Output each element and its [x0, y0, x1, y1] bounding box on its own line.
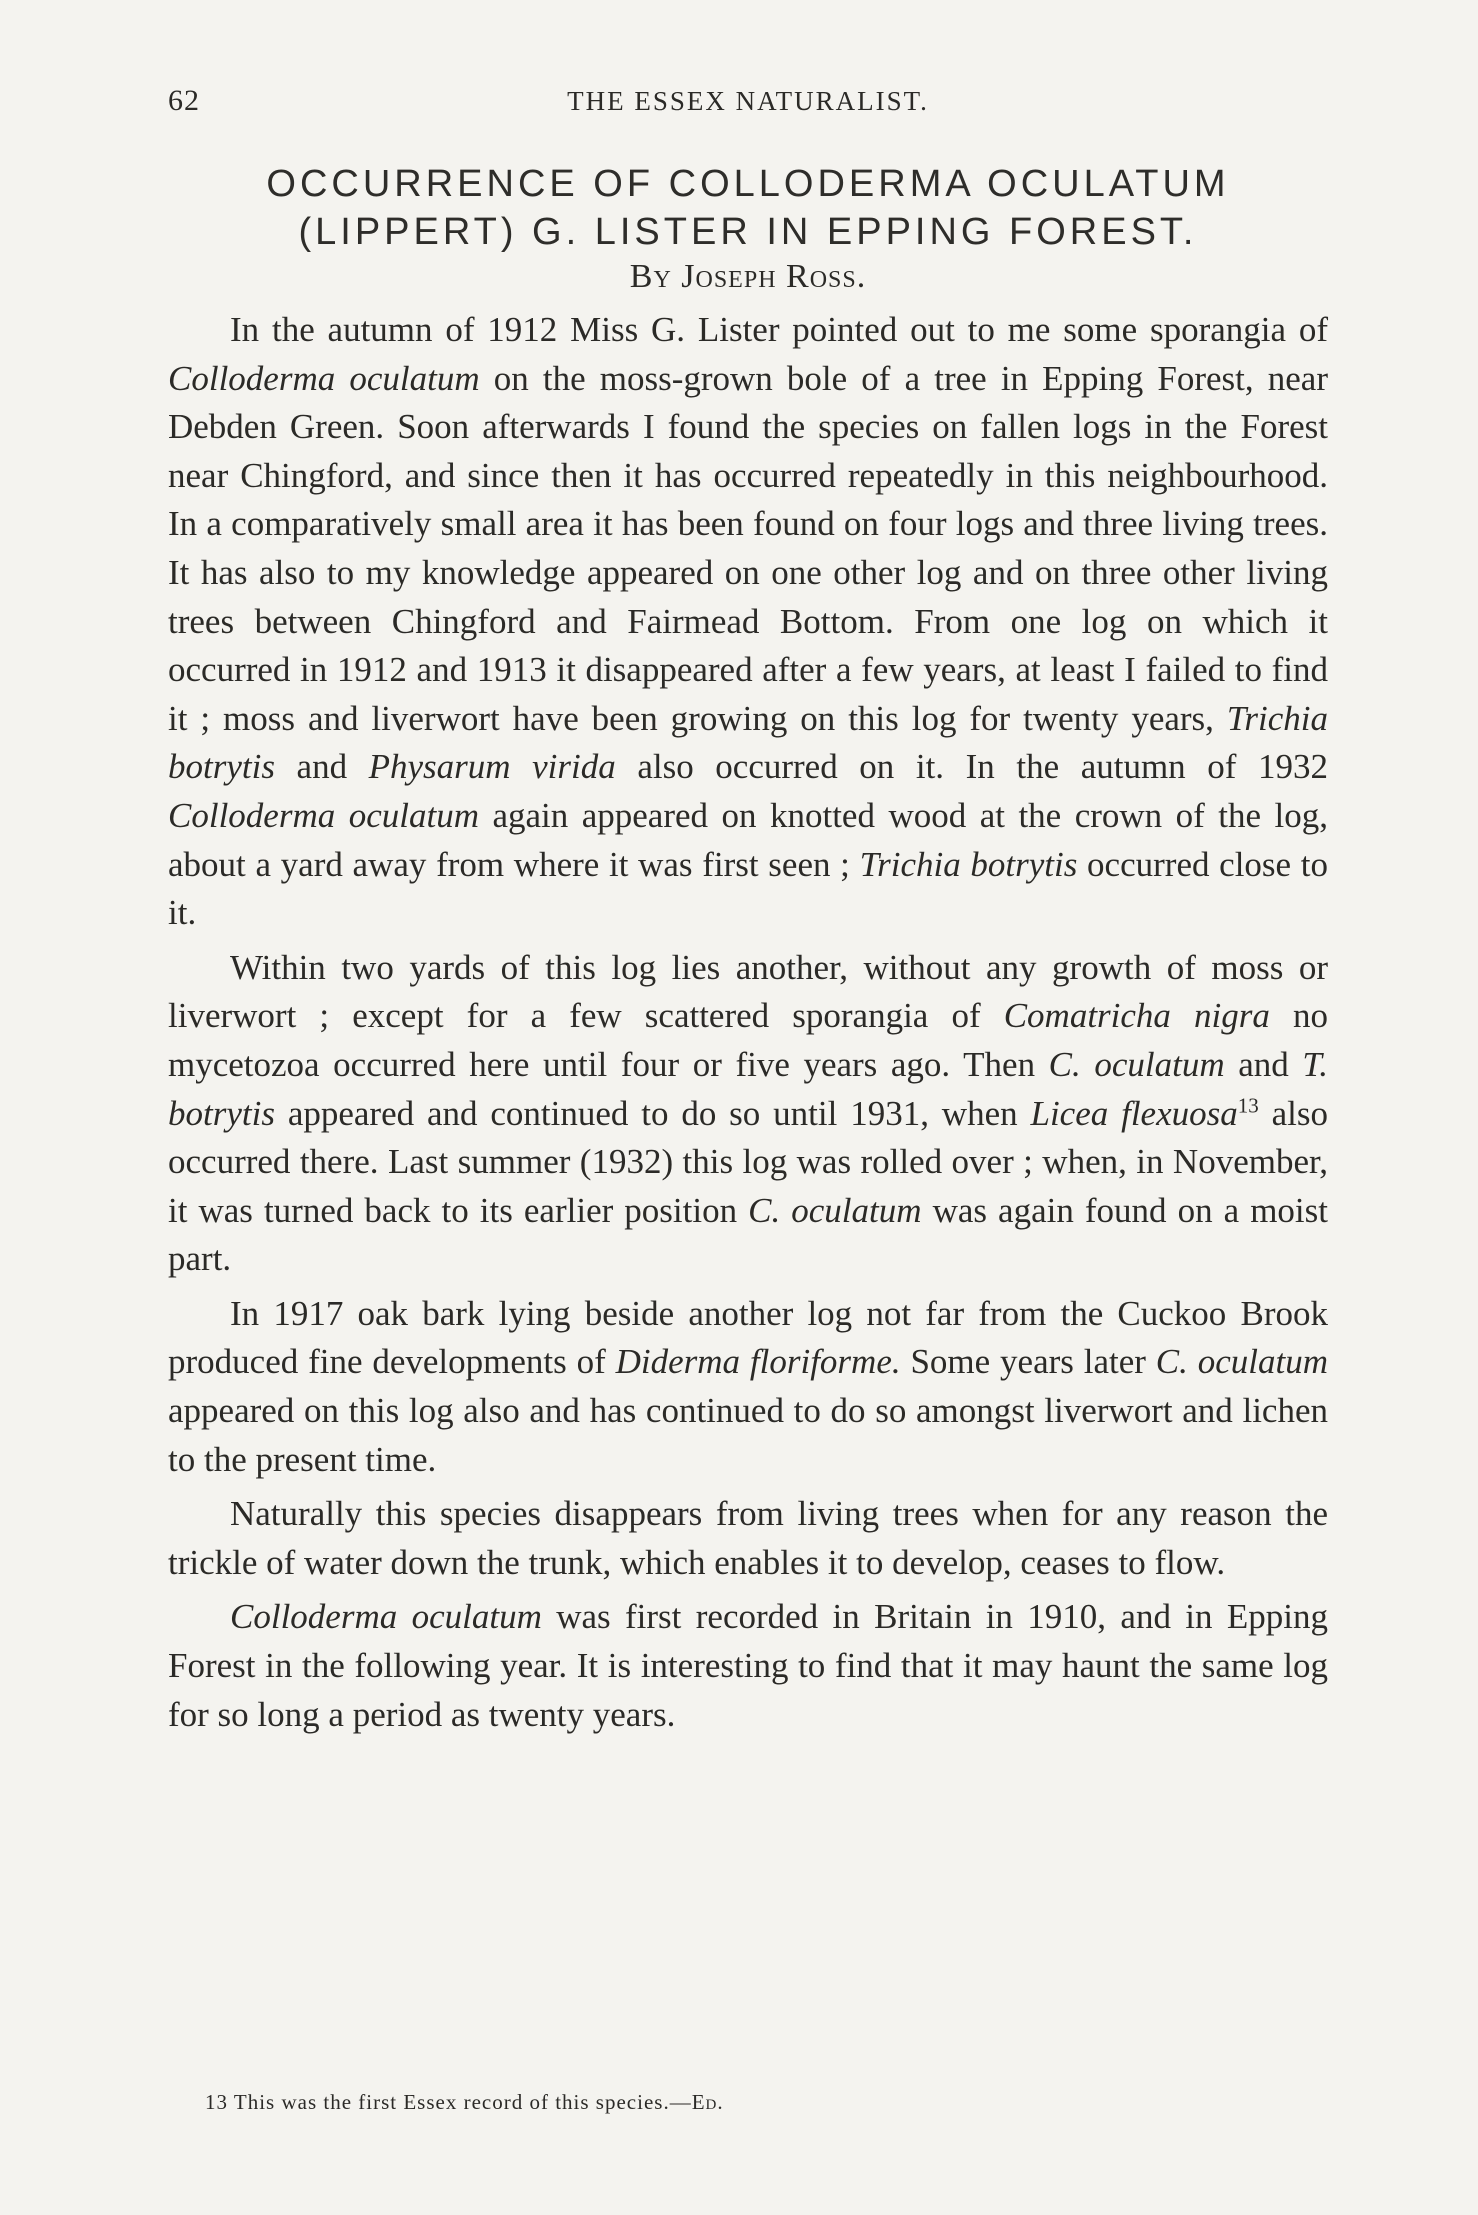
paragraph-5: [168, 1593, 1328, 1739]
text-run: appeared on this log also and has continued to do so amongst liverwort and lichen to the present time.: [168, 1391, 1328, 1479]
text-run: again appeared on knotted wood at the crown of the log, about a yard away from where it was first seen ;: [168, 795, 1329, 884]
text-run: Some years later: [900, 1342, 1156, 1382]
author-byline: By Joseph Ross.: [629, 258, 867, 295]
species-name: Comatricha nigra: [1003, 996, 1270, 1036]
text-run: occurred close to it.: [168, 844, 1328, 933]
text-run: In 1917 oak bark lying beside another log not far from the Cuckoo Brook produced fine developments of: [168, 1293, 1328, 1382]
text-run: also occurred there. Last summer (1932) this log was rolled over ; when, in November, it was turned back to its earlier position: [168, 1093, 1328, 1230]
text-run: and: [274, 747, 369, 787]
species-name: T. botrytis: [168, 1044, 1328, 1133]
species-name: Colloderma oculatum: [168, 358, 480, 398]
species-name: C. oculatum: [1048, 1044, 1225, 1084]
footnote: [205, 2090, 1305, 2115]
text-run: and: [1224, 1044, 1303, 1084]
paragraph-2: [168, 944, 1328, 1284]
footnote-number: 13: [205, 2090, 228, 2114]
text-run: no mycetozoa occurred here until four or five years ago. Then: [168, 996, 1328, 1084]
page-number: 62: [168, 84, 200, 117]
article-title-line-1: OCCURRENCE OF COLLODERMA OCULATUM: [266, 163, 1230, 205]
species-name: Physarum virida: [368, 747, 616, 787]
species-name: Colloderma oculatum: [230, 1597, 542, 1637]
footnote-editor: Ed.: [691, 2090, 724, 2114]
species-name: Colloderma oculatum: [168, 795, 479, 835]
article-title-line-2: (LIPPERT) G. LISTER IN EPPING FOREST.: [298, 211, 1198, 253]
paragraph-4: Naturally this species disappears from living trees when for any reason the trickle of water down the trunk, which enables it to develop, ceases to flow.: [168, 1494, 1328, 1582]
text-run: was first recorded in Britain in 1910, and in Epping Forest in the following year. It is interesting to find that it may haunt the same log for so long a period as twenty years.: [168, 1597, 1329, 1734]
article-body: [168, 306, 1328, 1739]
species-name: Diderma floriforme.: [615, 1342, 901, 1382]
text-run: appeared and continued to do so until 1931, when: [274, 1093, 1031, 1133]
paragraph-1: [168, 306, 1328, 938]
species-name: Trichia botrytis: [168, 698, 1328, 787]
running-head: [168, 84, 1328, 134]
text-run: In the autumn of 1912 Miss G. Lister pointed out to me some sporangia of: [230, 310, 1328, 349]
text-run: on the moss-grown bole of a tree in Epping Forest, near Debden Green. Soon afterwards I found the species on fallen logs in the Forest near Chingford, and since then it has occurred repeatedly in this neighbourhood. In a comparatively small area it has been found on four logs and three living trees. It has also to my knowledge appeared on one other log and on three other living trees between Chingford and Fairmead Bottom. From one log on which it occurred in 1912 and 1913 it disappeared after a few years, at least I failed to find it ; moss and liverwort have been growing on this log for twenty years,: [168, 358, 1328, 738]
species-name: C. oculatum: [1155, 1342, 1328, 1382]
species-name: Licea flexuosa: [1030, 1093, 1238, 1133]
journal-title: THE ESSEX NATURALIST.: [567, 86, 929, 116]
text-run: was again found on a moist part.: [168, 1190, 1328, 1279]
text-run: also occurred on it. In the autumn of 1932: [615, 747, 1328, 787]
paragraph-3: [168, 1290, 1328, 1484]
article-title: [168, 160, 1328, 256]
text-run: Within two yards of this log lies another, without any growth of moss or liverwort ; except for a few scattered sporangia of: [168, 947, 1328, 1036]
species-name: Trichia botrytis: [859, 844, 1078, 884]
footnote-text: This was the first Essex record of this species.—: [228, 2090, 692, 2114]
footnote-marker: 13: [1237, 1092, 1259, 1117]
species-name: C. oculatum: [748, 1190, 922, 1230]
